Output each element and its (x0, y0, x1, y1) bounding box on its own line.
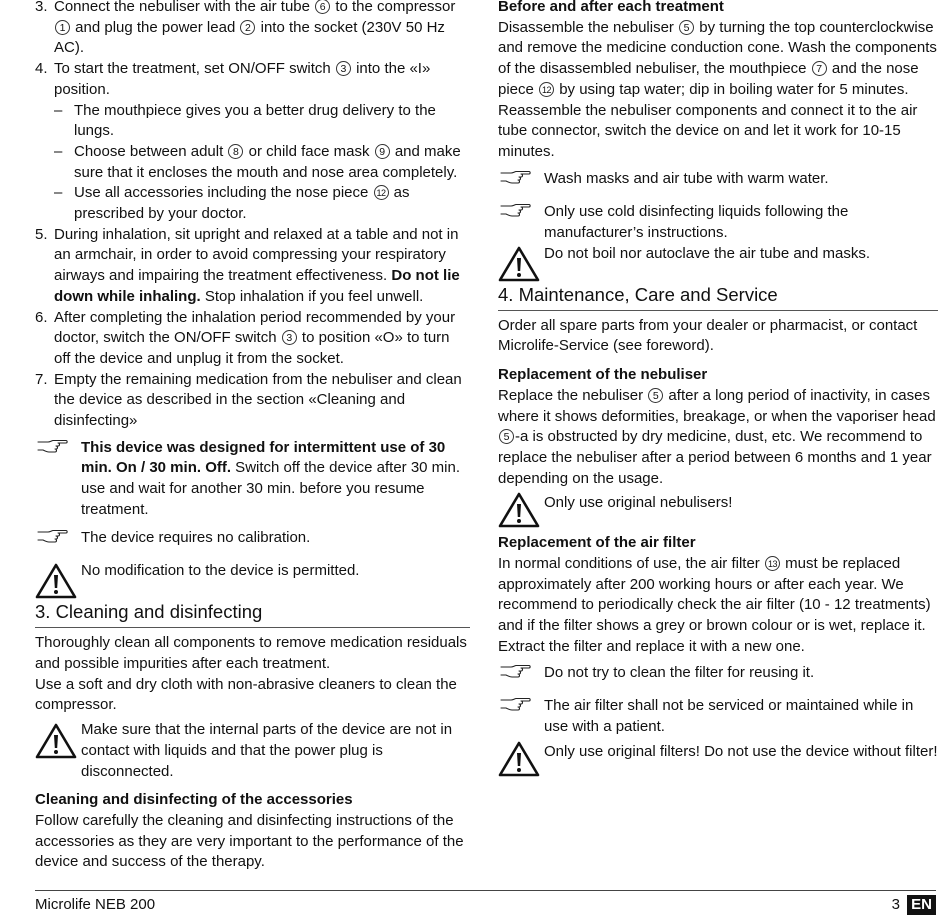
warning-triangle-icon (498, 493, 544, 533)
sub-list-item: – Choose between adult 8 or child face mask 9 and make sure that it encloses the mouth and nose area completely. (54, 142, 461, 181)
left-column (35, 0, 470, 873)
language-badge: EN (907, 895, 936, 915)
note-wash: Wash masks and air tube with warm water. (498, 169, 938, 190)
before-after-title: Before and after each treatment (498, 0, 724, 15)
section-3-paragraph-2: Use a soft and dry cloth with non-abrasive cleaners to clean the compressor. (35, 675, 457, 714)
reference-number-icon: 5 (499, 429, 514, 444)
reference-number-icon: 7 (812, 61, 827, 76)
reference-number-icon: 5 (648, 388, 663, 403)
warning-triangle-icon (35, 720, 81, 782)
filter-text: In normal conditions of use, the air filter 13 must be replaced approximately after 200 working hours or after each year. We recommend to periodically check the air filter (10 - 12 treatments) and if the filter shows a grey or brown colour or is wet, replace it. Extract the filter and replace it with a new one. (498, 555, 931, 655)
pointing-hand-icon (35, 438, 81, 521)
note-filter-clean: Do not try to clean the filter for reusing it. (498, 663, 938, 684)
section-3-paragraph-1: Thoroughly clean all components to remove medication residuals and possible impurities after each treatment. (35, 634, 467, 672)
right-column (498, 0, 938, 782)
pointing-hand-icon (35, 528, 81, 549)
warning-triangle-icon (498, 742, 544, 782)
warning-nebulisers: Only use original nebulisers! (498, 493, 938, 533)
pointing-hand-icon (498, 169, 544, 190)
accessories-title: Cleaning and disinfecting of the accessories (35, 791, 353, 809)
note-cold-liquids: Only use cold disinfecting liquids following the manufacturer’s instructions. (498, 202, 938, 243)
section-4-title: 4. Maintenance, Care and Service (498, 284, 938, 311)
reference-number-icon: 3 (282, 330, 297, 345)
pointing-hand-icon (498, 663, 544, 684)
reference-number-icon: 1 (55, 20, 70, 35)
filter-title: Replacement of the air filter (498, 534, 696, 552)
nebuliser-title: Replacement of the nebuliser (498, 366, 708, 384)
warning-triangle-icon (35, 561, 81, 601)
reference-number-icon: 12 (539, 82, 554, 97)
list-item-3: 3. Connect the nebuliser with the air tube 6 to the compressor 1 and plug the power lead 2 into the socket (230V 50 Hz AC). (35, 0, 456, 57)
list-item-6-text: After completing the inhalation period recommended by your doctor, switch the ON/OFF switch 3 to position «O» to turn off the device and unplug it from the socket. (54, 308, 456, 367)
list-item-5: 5. During inhalation, sit upright and relaxed at a table and not in an armchair, in order to avoid compressing your respiratory airways and impairing the treatment effectiveness. Do not lie down while inhaling. Stop inhalation if you feel unwell. (35, 225, 460, 305)
sub-list-item: – The mouthpiece gives you a better drug delivery to the lungs. (54, 101, 436, 140)
warning-liquids: Make sure that the internal parts of the device are not in contact with liquids and that the power plug is disconnected. (35, 720, 470, 782)
reference-number-icon: 5 (679, 20, 694, 35)
list-item-6: 6. After completing the inhalation period recommended by your doctor, switch the ON/OFF switch 3 to position «O» to turn off the device and unplug it from the socket. (35, 308, 470, 370)
page-footer (35, 890, 936, 919)
warning-boil: Do not boil nor autoclave the air tube and masks. (498, 244, 938, 284)
reference-number-icon: 8 (228, 144, 243, 159)
sub-list-item: – Use all accessories including the nose piece 12 as prescribed by your doctor. (54, 184, 410, 223)
note-intermittent-use: This device was designed for intermittent use of 30 min. On / 30 min. Off. Switch off the device after 30 min. use and wait for another 30 min. before you resume treatment. (35, 438, 470, 521)
before-after-text: Disassemble the nebuliser 5 by turning the top counterclockwise and remove the medicine conduction cone. Wash the components of the disassembled nebuliser, the mouthpiece 7 and the nose piece 12 by using tap water; dip in boiling water for 5 minutes. Reassemble the nebuliser components and connect it to the air tube connector, switch the device on and let it work for 10-15 minutes. (498, 18, 937, 160)
nebuliser-text: Replace the nebuliser 5 after a long period of inactivity, in cases where it shows deformities, breakage, or when the vaporiser head 5 -a is obstructed by dry medicine, dust, etc. We recommend to replace the nebuliser after a period between 6 months and 1 year depending on the usage. (498, 386, 936, 487)
accessories-text: Follow carefully the cleaning and disinfecting instructions of the accessories as they are very important to the performance of the device and success of the therapy. (35, 811, 464, 871)
section-4-paragraph: Order all spare parts from your dealer or pharmacist, or contact Microlife-Service (see foreword). (498, 316, 918, 355)
list-item-7: 7. Empty the remaining medication from the nebuliser and clean the device as described in the section «Cleaning and disinfecting» (35, 370, 462, 430)
reference-number-icon: 12 (374, 185, 389, 200)
warning-triangle-icon (498, 244, 544, 284)
footer-brand: Microlife NEB 200 (35, 896, 156, 913)
note-filter-service: The air filter shall not be serviced or maintained while in use with a patient. (498, 696, 938, 737)
page-number: 3 (891, 896, 900, 913)
warning-filters: Only use original filters! Do not use the device without filter! (498, 742, 938, 782)
pointing-hand-icon (498, 696, 544, 737)
note-calibration: The device requires no calibration. (35, 528, 470, 549)
section-3-title: 3. Cleaning and disinfecting (35, 601, 470, 628)
reference-number-icon: 2 (240, 20, 255, 35)
warning-modification: No modification to the device is permitted. (35, 561, 470, 601)
reference-number-icon: 3 (336, 61, 351, 76)
reference-number-icon: 13 (765, 556, 780, 571)
reference-number-icon: 6 (315, 0, 330, 14)
reference-number-icon: 9 (375, 144, 390, 159)
pointing-hand-icon (498, 202, 544, 243)
list-item-4: 4. To start the treatment, set ON/OFF switch 3 into the «I» position. (35, 60, 431, 98)
